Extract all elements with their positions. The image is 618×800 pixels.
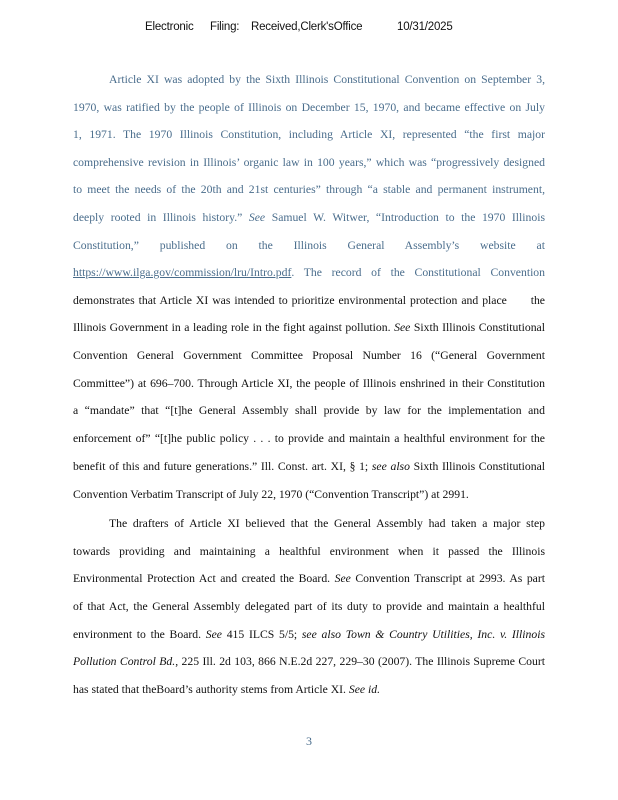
page-number: 3 [306, 734, 312, 748]
text-line: demonstrates that Article XI was intended to prioritize environmental protection and place the [73, 294, 545, 307]
text-line: The drafters of Article XI believed that the General Assembly had taken a major step [109, 517, 545, 530]
text-run: benefit of this and future generations.” Ill. Const. art. XI, § 1; [73, 460, 369, 473]
text-line [73, 266, 545, 280]
text-line [73, 628, 545, 642]
text-run: Sixth Illinois Constitutional [413, 460, 546, 473]
text-line: Convention Verbatim Transcript of July 22, 1970 (“Convention Transcript”) at 2991. [73, 488, 469, 501]
signal-see-also: see also [371, 460, 410, 473]
header-filing: Filing: [210, 21, 240, 33]
text-line [73, 572, 545, 586]
text-run: has stated that theBoard’s authority stems from Article XI. [73, 683, 346, 696]
text-run: deeply rooted in Illinois history.” [73, 211, 243, 224]
text-run: , 225 Ill. 2d 103, 866 N.E.2d 227, 229–30 (2007). The Illinois Supreme Court [175, 655, 546, 668]
text-line: of that Act, the General Assembly delegated part of its duty to provide and maintain a healthful [73, 600, 545, 613]
text-line: Article XI was adopted by the Sixth Illinois Constitutional Convention on September 3, [109, 73, 545, 86]
text-run: Samuel W. Witwer, “Introduction to the 1970 Illinois [271, 211, 546, 224]
text-line: comprehensive revision in Illinois’ organic law in 100 years,” which was “progressively designed [73, 156, 545, 169]
text-line: a “mandate” that “[t]he General Assembly shall provide by law for the implementation and [73, 404, 545, 417]
header-received: Received,Clerk'sOffice [251, 21, 363, 33]
text-run: Convention Transcript at 2993. As part [355, 572, 545, 585]
text-run: Environmental Protection Act and created the Board. [73, 572, 331, 585]
signal-id: id. [368, 683, 381, 696]
text-line [73, 683, 545, 697]
text-line: Convention General Government Committee Proposal Number 16 (“General Government [73, 349, 545, 362]
text-run: environment to the Board. [73, 628, 202, 641]
text-run: Sixth Illinois Constitutional [413, 321, 545, 334]
signal-see: See [394, 321, 411, 334]
text-line [73, 211, 545, 225]
header-date: 10/31/2025 [397, 21, 453, 33]
text-run: . The record of the Constitutional Convention [291, 266, 545, 279]
text-line: Committee”) at 696–700. Through Article XI, the people of Illinois enshrined in their Constitution [73, 377, 545, 390]
signal-see: See [205, 628, 222, 641]
text-line: 1, 1971. The 1970 Illinois Constitution, including Article XI, represented “the first major [73, 128, 545, 141]
case-citation-italic: see also Town & Country Utilities, Inc. v. Illinois [301, 628, 546, 641]
text-line: 1970, was ratified by the people of Illinois on December 15, 1970, and became effective on July [73, 101, 545, 114]
case-citation-italic: Pollution Control Bd. [73, 655, 176, 668]
text-run: Illinois Government in a leading role in the fight against pollution. [73, 321, 391, 334]
signal-see: See [248, 211, 266, 224]
header-electronic: Electronic [145, 21, 194, 33]
signal-see: See [334, 572, 351, 585]
text-line: towards providing and maintaining a healthful environment when it passed the Illinois [73, 545, 545, 558]
signal-see: See [348, 683, 366, 696]
text-line: Constitution,” published on the Illinois General Assembly’s website at [73, 239, 545, 252]
text-line [73, 321, 545, 335]
text-line [73, 655, 545, 669]
text-line: to meet the needs of the 20th and 21st centuries” through “a stable and permanent instrument, [73, 183, 545, 196]
text-line: enforcement of” “[t]he public policy . . . to provide and maintain a healthful environment for the [73, 432, 545, 445]
text-run: 415 ILCS 5/5; [226, 628, 298, 641]
text-line [73, 460, 545, 474]
source-url-link[interactable]: https://www.ilga.gov/commission/lru/Intro.pdf [73, 266, 292, 279]
